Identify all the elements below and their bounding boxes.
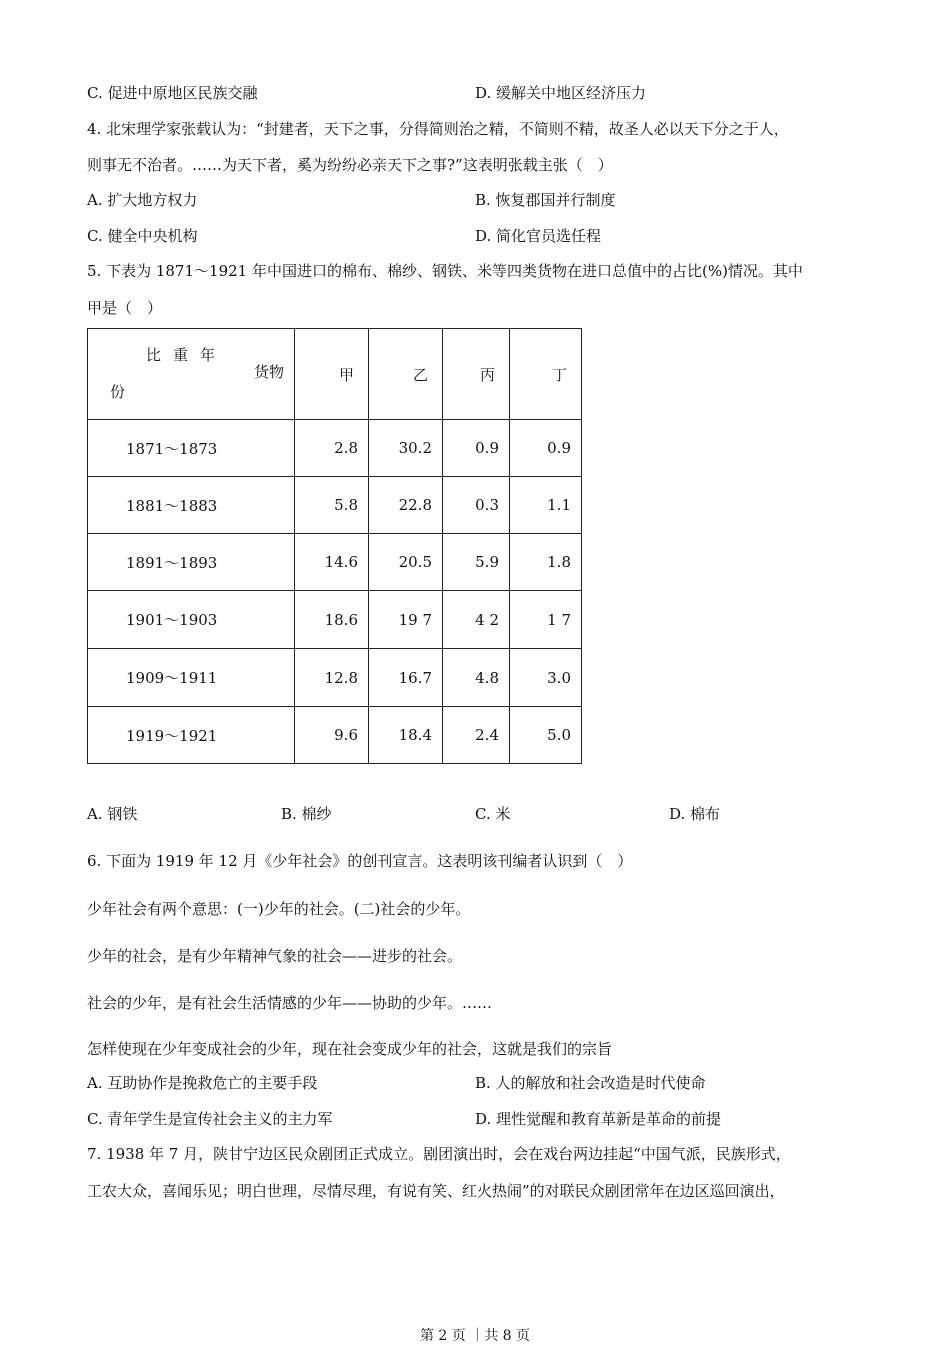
- q5-stem-line2: 甲是（ ）: [87, 299, 163, 317]
- column-header: 甲: [295, 329, 369, 420]
- header-goods-label: 货物: [253, 363, 284, 381]
- q4-option-d: D. 简化官员选任程: [475, 227, 602, 245]
- table-row: [88, 707, 582, 764]
- q7-stem-line1: 7. 1938 年 7 月，陕甘宁边区民众剧团正式成立。剧团演出时，会在戏台两边挂起“中国气派，民族形式，: [87, 1145, 791, 1163]
- header-year-label: 份: [110, 383, 126, 401]
- value-cell: 1 7: [510, 591, 582, 649]
- value-cell: 18.6: [295, 591, 369, 649]
- value-cell: 30.2: [369, 420, 443, 477]
- value-cell: 2.4: [443, 707, 510, 764]
- table-header-diagonal: [88, 329, 295, 420]
- value-cell: 1.1: [510, 477, 582, 534]
- year-cell: 1871～1873: [88, 420, 295, 477]
- q4-option-a: A. 扩大地方权力: [87, 191, 198, 209]
- q6-option-b: B. 人的解放和社会改造是时代使命: [475, 1074, 706, 1092]
- q4-stem-line2: 则事无不治者。……为天下者，奚为纷纷必亲天下之事?”这表明张载主张（ ）: [87, 156, 613, 174]
- table-row: [88, 477, 582, 534]
- value-cell: 4.8: [443, 649, 510, 707]
- year-cell: 1891～1893: [88, 534, 295, 591]
- value-cell: 5.9: [443, 534, 510, 591]
- q5-option-a: A. 钢铁: [87, 805, 138, 823]
- q6-stem: 6. 下面为 1919 年 12 月《少年社会》的创刊宣言。这表明该刊编者认识到（ ）: [87, 852, 633, 870]
- column-header: 丁: [510, 329, 582, 420]
- q5-option-b: B. 棉纱: [281, 805, 332, 823]
- import-share-table: [87, 328, 582, 764]
- value-cell: 9.6: [295, 707, 369, 764]
- value-cell: 14.6: [295, 534, 369, 591]
- value-cell: 4 2: [443, 591, 510, 649]
- table-row: [88, 649, 582, 707]
- value-cell: 5.8: [295, 477, 369, 534]
- q5-option-c: C. 米: [475, 805, 511, 823]
- q6-quote-p2: 少年的社会，是有少年精神气象的社会——进步的社会。: [87, 947, 463, 965]
- value-cell: 22.8: [369, 477, 443, 534]
- q6-quote-p1: 少年社会有两个意思：(一)少年的社会。(二)社会的少年。: [87, 900, 471, 918]
- table-row: [88, 534, 582, 591]
- value-cell: 2.8: [295, 420, 369, 477]
- q3-option-c: C. 促进中原地区民族交融: [87, 84, 258, 102]
- value-cell: 12.8: [295, 649, 369, 707]
- value-cell: 20.5: [369, 534, 443, 591]
- value-cell: 5.0: [510, 707, 582, 764]
- header-top-label: 比重年: [146, 346, 228, 364]
- q6-quote-p3: 社会的少年，是有社会生活情感的少年——协助的少年。……: [87, 994, 493, 1012]
- q6-option-c: C. 青年学生是宣传社会主义的主力军: [87, 1110, 333, 1128]
- year-cell: 1909～1911: [88, 649, 295, 707]
- q5-stem-line1: 5. 下表为 1871～1921 年中国进口的棉布、棉纱、钢铁、米等四类货物在进口总值中的占比(%)情况。其中: [87, 262, 803, 280]
- value-cell: 18.4: [369, 707, 443, 764]
- table-row: [88, 420, 582, 477]
- value-cell: 3.0: [510, 649, 582, 707]
- q4-option-b: B. 恢复郡国并行制度: [475, 191, 616, 209]
- year-cell: 1901～1903: [88, 591, 295, 649]
- table-row: [88, 591, 582, 649]
- q6-option-a: A. 互助协作是挽救危亡的主要手段: [87, 1074, 318, 1092]
- q5-option-d: D. 棉布: [669, 805, 721, 823]
- page-footer: 第 2 页 ｜共 8 页: [419, 1328, 531, 1344]
- value-cell: 0.9: [443, 420, 510, 477]
- value-cell: 1.8: [510, 534, 582, 591]
- value-cell: 0.3: [443, 477, 510, 534]
- value-cell: 0.9: [510, 420, 582, 477]
- year-cell: 1919～1921: [88, 707, 295, 764]
- q3-option-d: D. 缓解关中地区经济压力: [475, 84, 647, 102]
- q6-quote-p4: 怎样使现在少年变成社会的少年，现在社会变成少年的社会，这就是我们的宗旨: [87, 1040, 613, 1058]
- q4-option-c: C. 健全中央机构: [87, 227, 198, 245]
- year-cell: 1881～1883: [88, 477, 295, 534]
- column-header: 丙: [443, 329, 510, 420]
- column-header: 乙: [369, 329, 443, 420]
- q7-stem-line2: 工农大众，喜闻乐见；明白世理，尽情尽理，有说有笑、红火热闹”的对联民众剧团常年在边区巡回演出，: [87, 1182, 785, 1200]
- value-cell: 16.7: [369, 649, 443, 707]
- q4-stem-line1: 4. 北宋理学家张载认为：“封建者，天下之事，分得简则治之精，不简则不精，故圣人必以天下分之于人，: [87, 120, 789, 138]
- value-cell: 19 7: [369, 591, 443, 649]
- q6-option-d: D. 理性觉醒和教育革新是革命的前提: [475, 1110, 722, 1128]
